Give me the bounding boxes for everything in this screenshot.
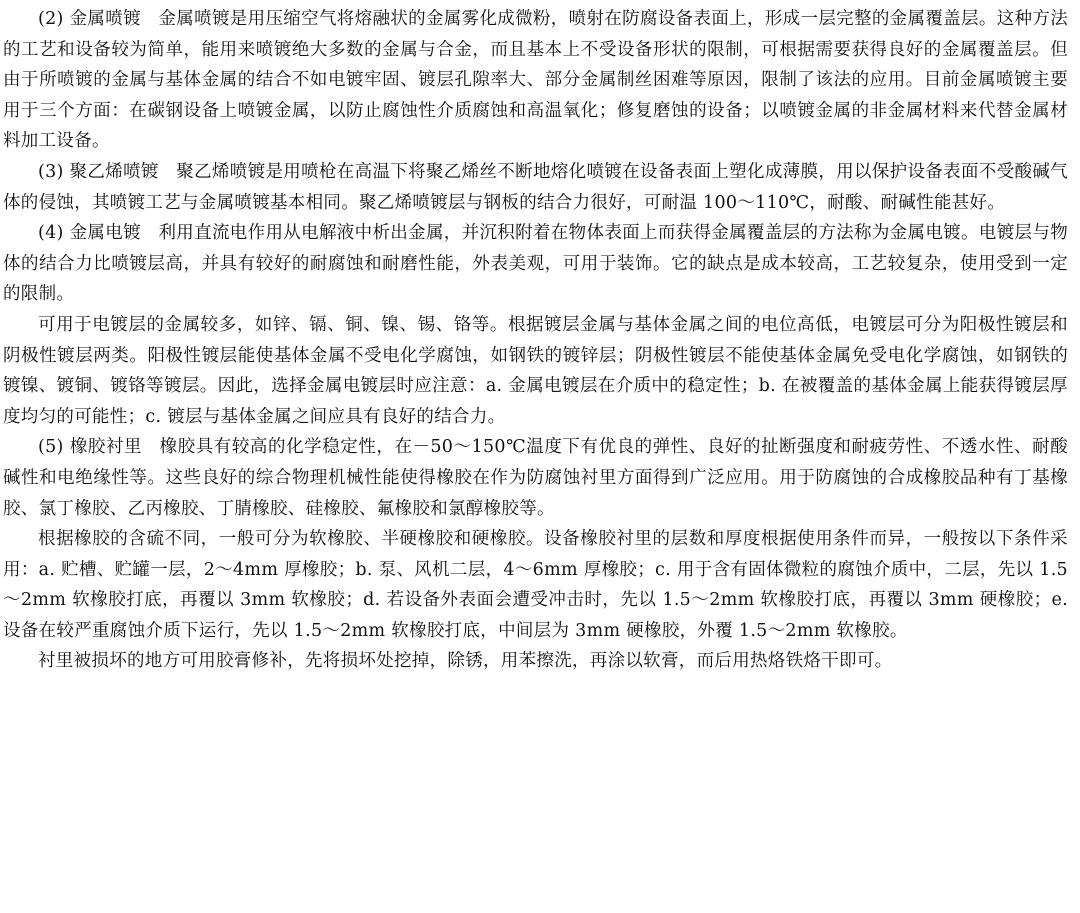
section-heading: (4) 金属电镀 (38, 223, 141, 244)
section-heading: (3) 聚乙烯喷镀 (38, 161, 159, 182)
paragraph-electroplating (3, 218, 1068, 310)
paragraph-text: 根据橡胶的含硫不同，一般可分为软橡胶、半硬橡胶和硬橡胶。设备橡胶衬里的层数和厚度根据使用条件而异，一般按以下条件采用：a. 贮槽、贮罐一层，2～4mm 厚橡胶；b. 泵、风机二层，4～6mm 厚橡胶；c. 用于含有固体微粒的腐蚀介质中，二层，先以 1.5～2mm 软橡胶打底，再覆以 3mm 软橡胶；d. 若设备外表面会遭受冲击时，先以 1.5～2mm 软橡胶打底，再覆以 3mm 硬橡胶；e. 设备在较严重腐蚀介质下运行，先以 1.5～2mm 软橡胶打底，中间层为 3mm 硬橡胶，外覆 1.5～2mm 软橡胶。 (3, 529, 1068, 641)
section-heading: (2) 金属喷镀 (38, 9, 141, 29)
paragraph-text: 利用直流电作用从电解液中析出金属，并沉积附着在物体表面上而获得金属覆盖层的方法称为金属电镀。电镀层与物体的结合力比喷镀层高，并具有较好的耐腐蚀和耐磨性能，外表美观，可用于装饰。它的缺点是成本较高，工艺较复杂，使用受到一定的限制。 (3, 223, 1068, 305)
paragraph-text: 可用于电镀层的金属较多，如锌、镉、铜、镍、锡、铬等。根据镀层金属与基体金属之间的电位高低，电镀层可分为阳极性镀层和阴极性镀层两类。阳极性镀层能使基体金属不受电化学腐蚀，如钢铁的镀锌层；阴极性镀层不能使基体金属免受电化学腐蚀，如钢铁的镀镍、镀铜、镀铬等镀层。因此，选择金属电镀层时应注意：a. 金属电镀层在介质中的稳定性；b. 在被覆盖的基体金属上能获得镀层厚度均匀的可能性；c. 镀层与基体金属之间应具有良好的结合力。 (3, 314, 1068, 427)
paragraph-lining-repair (3, 646, 1068, 677)
paragraph-metal-spraying (3, 4, 1068, 157)
section-heading: (5) 橡胶衬里 (38, 437, 143, 458)
paragraph-text: 金属喷镀是用压缩空气将熔融状的金属雾化成微粉，喷射在防腐设备表面上，形成一层完整的金属覆盖层。这种方法的工艺和设备较为简单，能用来喷镀绝大多数的金属与合金，而且基本上不受设备形状的限制，可根据需要获得良好的金属覆盖层。但由于所喷镀的金属与基体金属的结合不如电镀牢固、镀层孔隙率大、部分金属制丝困难等原因，限制了该法的应用。目前金属喷镀主要用于三个方面：在碳钢设备上喷镀金属，以防止腐蚀性介质腐蚀和高温氧化；修复磨蚀的设备；以喷镀金属的非金属材料来代替金属材料加工设备。 (3, 9, 1068, 152)
paragraph-text: 橡胶具有较高的化学稳定性，在－50～150℃温度下有优良的弹性、良好的扯断强度和耐疲劳性、不透水性、耐酸碱性和电绝缘性等。这些良好的综合物理机械性能使得橡胶在作为防腐蚀衬里方面得到广泛应用。用于防腐蚀的合成橡胶品种有丁基橡胶、氯丁橡胶、乙丙橡胶、丁腈橡胶、硅橡胶、氟橡胶和氯醇橡胶等。 (3, 437, 1068, 519)
paragraph-plating-metals (3, 310, 1068, 432)
paragraph-text: 聚乙烯喷镀是用喷枪在高温下将聚乙烯丝不断地熔化喷镀在设备表面上塑化成薄膜，用以保护设备表面不受酸碱气体的侵蚀，其喷镀工艺与金属喷镀基本相同。聚乙烯喷镀层与钢板的结合力很好，可耐温 100～110℃，耐酸、耐碱性能甚好。 (3, 161, 1068, 213)
paragraph-rubber-types (3, 524, 1068, 646)
paragraph-polyethylene-spraying (3, 157, 1068, 218)
paragraph-rubber-lining (3, 432, 1068, 524)
paragraph-text: 衬里被损坏的地方可用胶膏修补，先将损坏处挖掉，除锈，用苯擦洗，再涂以软膏，而后用热烙铁烙干即可。 (38, 651, 893, 672)
